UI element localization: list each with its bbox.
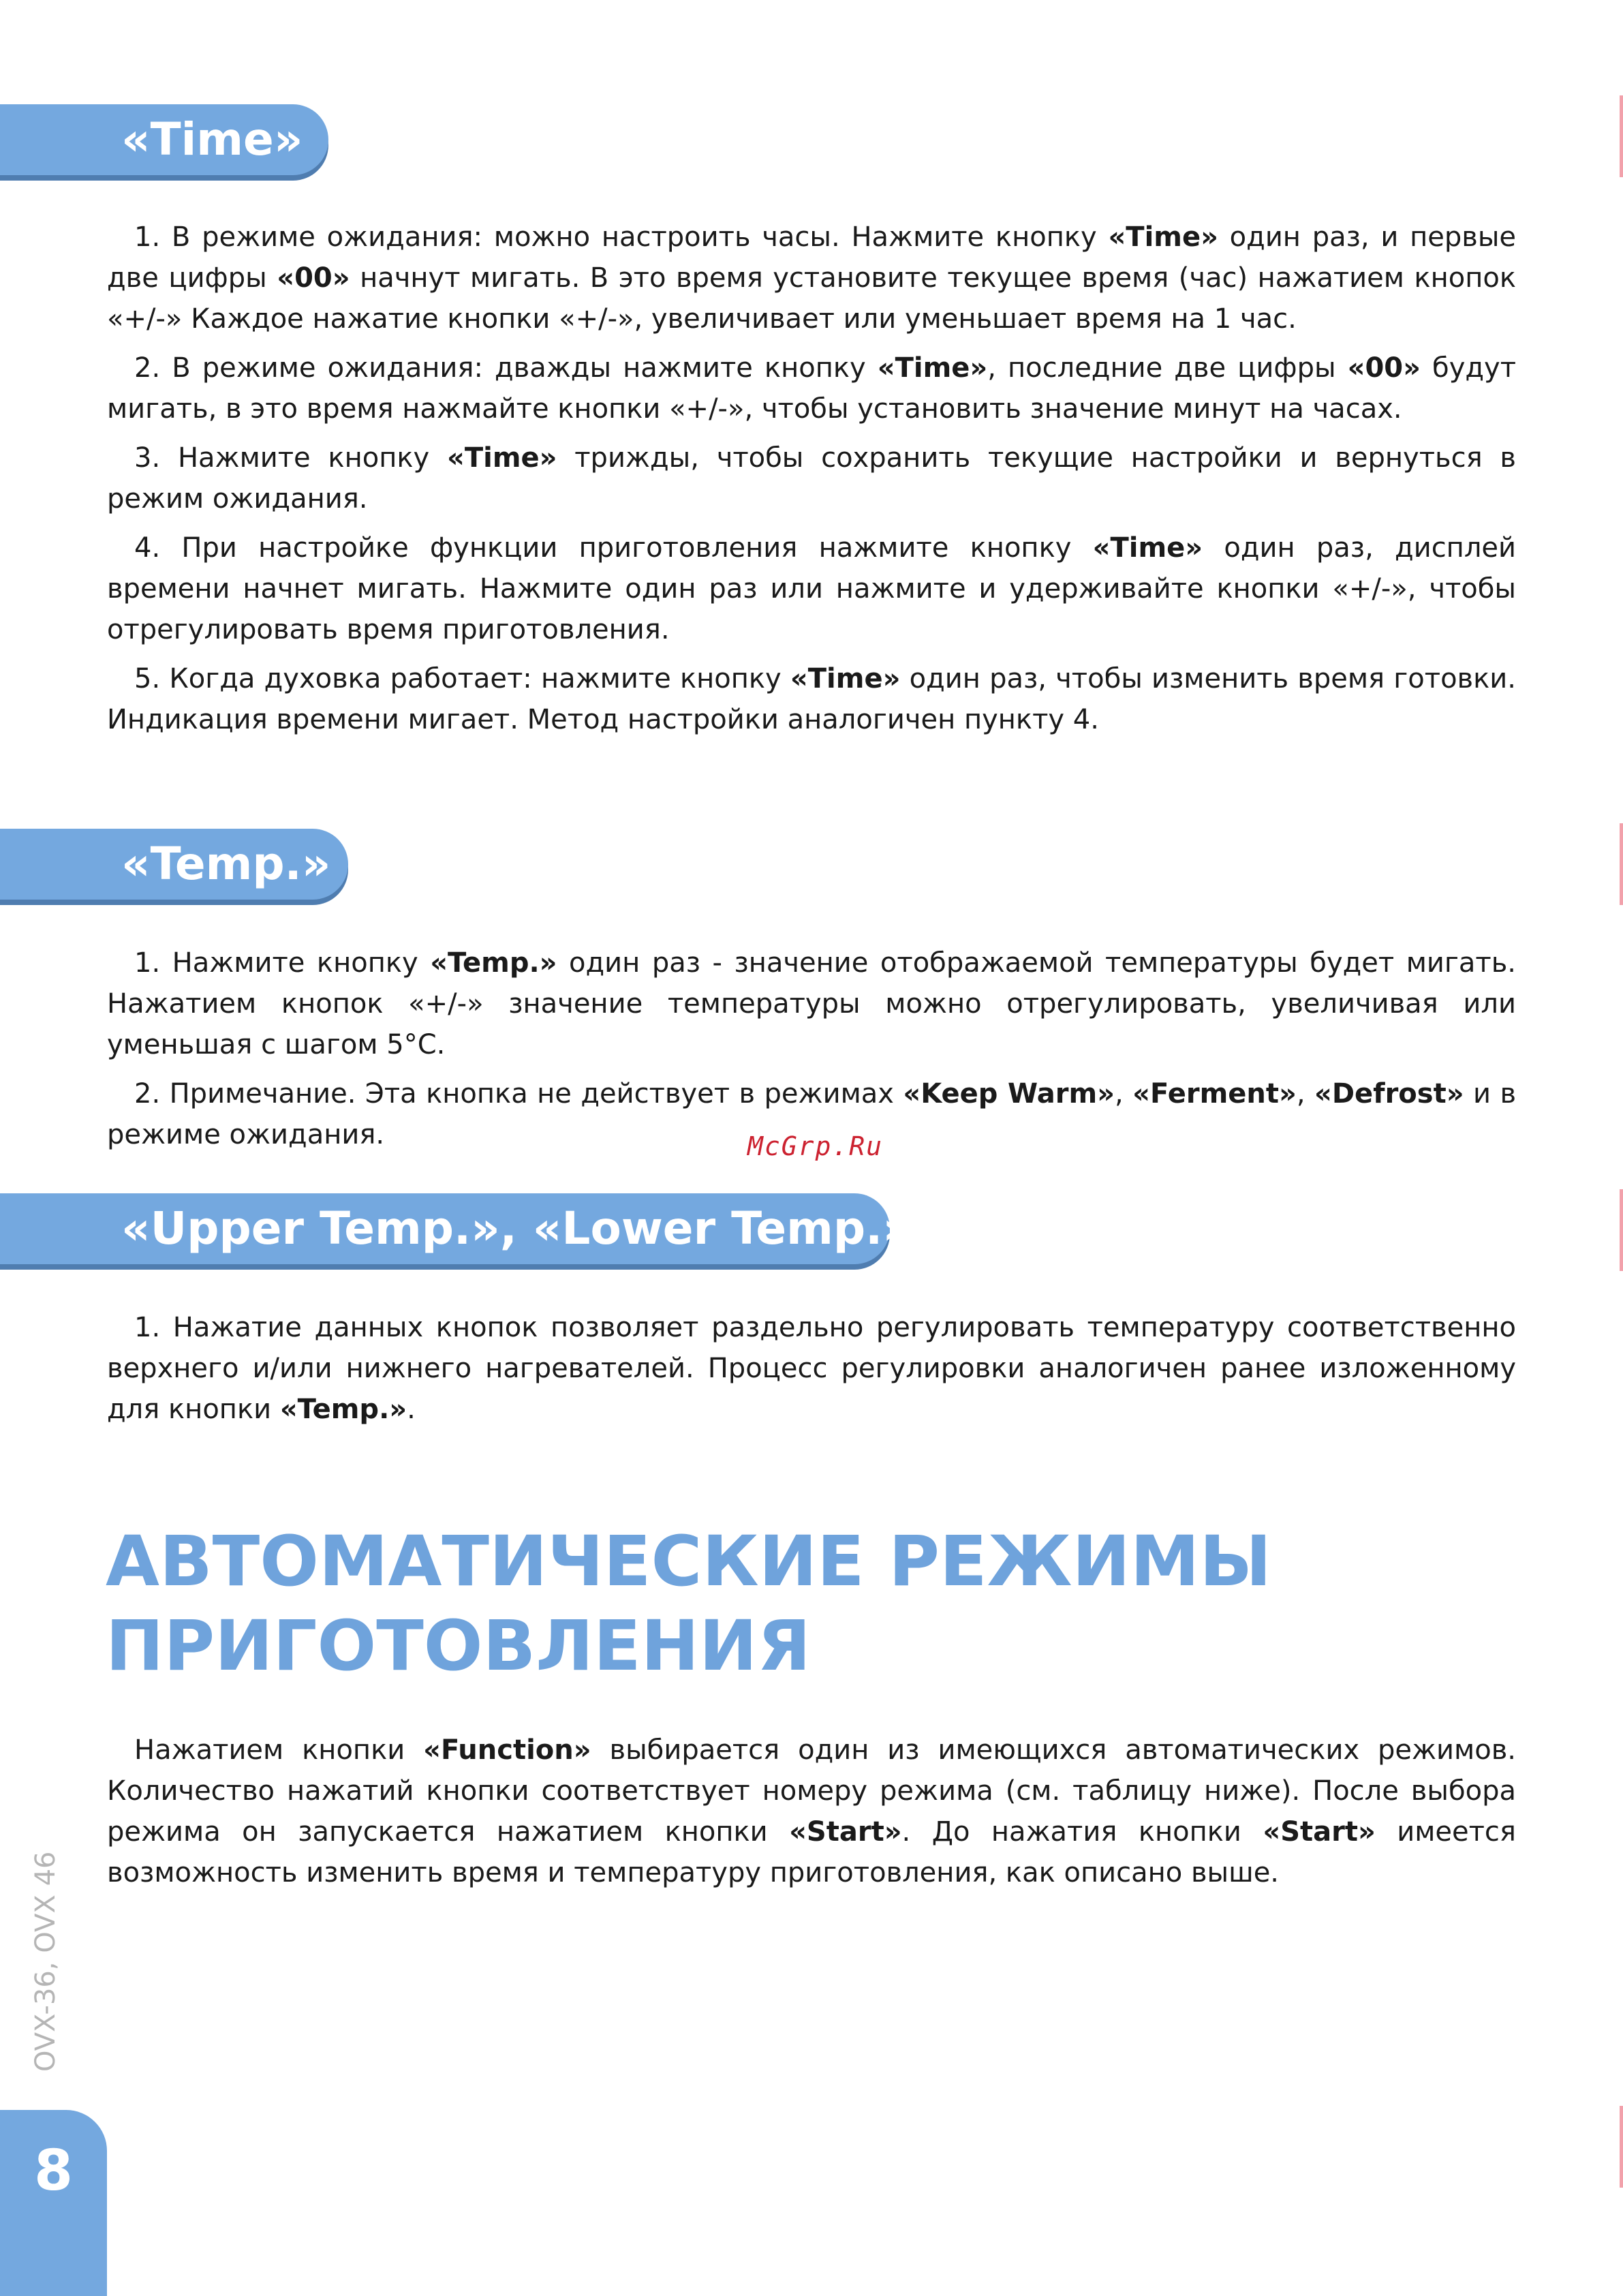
bold-term: «Keep Warm»: [903, 1078, 1115, 1109]
bold-term: «Time»: [1108, 221, 1218, 253]
bold-term: «00»: [1347, 352, 1421, 384]
bold-term: «00»: [277, 262, 350, 294]
text-run: 1. Нажатие данных кнопок позволяет раздельно регулировать температуру соответственно верхнего и/или нижнего нагревателей. Процесс регулировки аналогичен ранее изложенному для кнопки: [107, 1312, 1516, 1425]
bold-term: «Time»: [446, 442, 557, 474]
paragraph: [107, 348, 1516, 429]
section-heading-time: «Time»: [0, 104, 328, 175]
edge-marker-4: [1620, 2106, 1623, 2188]
paragraph: [107, 943, 1516, 1065]
text-run: 4. При настройке функции приготовления нажмите кнопку: [134, 532, 1093, 564]
section-heading-temp: «Temp.»: [0, 829, 348, 900]
auto-modes-body: [107, 1730, 1516, 1901]
paragraph: [107, 1730, 1516, 1893]
text-run: имеется возможность изменить время и температуру приготовления, как описано выше.: [107, 1816, 1516, 1888]
bold-term: «Time»: [790, 663, 901, 694]
bold-term: «Function»: [423, 1734, 591, 1766]
edge-marker-2: [1620, 823, 1623, 905]
text-run: 2. Примечание. Эта кнопка не действует в режимах: [134, 1078, 903, 1109]
time-section-body: [107, 217, 1516, 748]
auto-modes-title: [106, 1520, 1536, 1689]
text-run: один раз, чтобы изменить время готовки. Индикация времени мигает. Метод настройки аналогичен пункту 4.: [107, 663, 1516, 735]
text-run: трижды, чтобы сохранить текущие настройки и вернуться в режим ожидания.: [107, 442, 1516, 515]
paragraph: [107, 658, 1516, 740]
text-run: выбирается один из имеющихся автоматических режимов. Количество нажатий кнопки соответствует номеру режима (см. таблицу ниже). После выбора режима он запускается нажатием кнопки: [107, 1734, 1516, 1848]
bold-term: «Temp.»: [430, 947, 557, 979]
text-run: будут мигать, в это время нажмайте кнопки «+/-», чтобы установить значение минут на часах.: [107, 352, 1516, 425]
text-run: .: [407, 1394, 416, 1425]
paragraph: [107, 217, 1516, 339]
text-run: 3. Нажмите кнопку: [134, 442, 447, 474]
text-run: Нажатием кнопки: [134, 1734, 424, 1766]
bold-term: «Ferment»: [1132, 1078, 1297, 1109]
bold-term: «Start»: [789, 1816, 902, 1848]
upper-lower-section-body: [107, 1307, 1516, 1438]
bold-term: «Temp.»: [279, 1394, 407, 1425]
text-run: 1. Нажмите кнопку: [134, 947, 431, 979]
text-run: . До нажатия кнопки: [901, 1816, 1263, 1848]
edge-marker-1: [1620, 95, 1623, 177]
paragraph: [107, 438, 1516, 519]
model-label: OVX-36, OVX 46: [30, 1851, 61, 2072]
auto-modes-title-line2: ПРИГОТОВЛЕНИЯ: [106, 1606, 811, 1687]
text-run: один раз - значение отображаемой температуры будет мигать. Нажатием кнопок «+/-» значение температуры можно отрегулировать, увеличивая или уменьшая с шагом 5°С.: [107, 947, 1516, 1060]
text-run: , последние две цифры: [987, 352, 1348, 384]
page-number: 8: [33, 2139, 74, 2203]
text-run: и в режиме ожидания.: [107, 1078, 1517, 1150]
text-run: один раз, дисплей времени начнет мигать. Нажмите один раз или нажмите и удерживайте кнопки «+/-», чтобы отрегулировать время приготовления.: [107, 532, 1517, 645]
bold-term: «Time»: [877, 352, 988, 384]
paragraph: [107, 527, 1516, 650]
section-heading-upper-lower-temp: «Upper Temp.», «Lower Temp.»: [0, 1193, 890, 1264]
text-run: начнут мигать. В это время установите текущее время (час) нажатием кнопок «+/-» Каждое нажатие кнопки «+/-», увеличивает или уменьшает время на 1 час.: [107, 262, 1516, 335]
temp-section-body: [107, 943, 1516, 1163]
text-run: 1. В режиме ожидания: можно настроить часы. Нажмите кнопку: [134, 221, 1109, 253]
watermark-text: McGrp.Ru: [747, 1131, 884, 1161]
bold-term: «Defrost»: [1314, 1078, 1464, 1109]
text-run: 2. В режиме ожидания: дважды нажмите кнопку: [134, 352, 878, 384]
edge-marker-3: [1620, 1189, 1623, 1271]
text-run: 5. Когда духовка работает: нажмите кнопку: [134, 663, 790, 694]
text-run: один раз, и первые две цифры: [107, 221, 1517, 294]
bold-term: «Time»: [1092, 532, 1203, 564]
text-run: ,: [1296, 1078, 1314, 1109]
paragraph: [107, 1307, 1516, 1430]
text-run: ,: [1115, 1078, 1133, 1109]
auto-modes-title-line1: АВТОМАТИЧЕСКИЕ РЕЖИМЫ: [106, 1521, 1272, 1602]
bold-term: «Start»: [1263, 1816, 1376, 1848]
